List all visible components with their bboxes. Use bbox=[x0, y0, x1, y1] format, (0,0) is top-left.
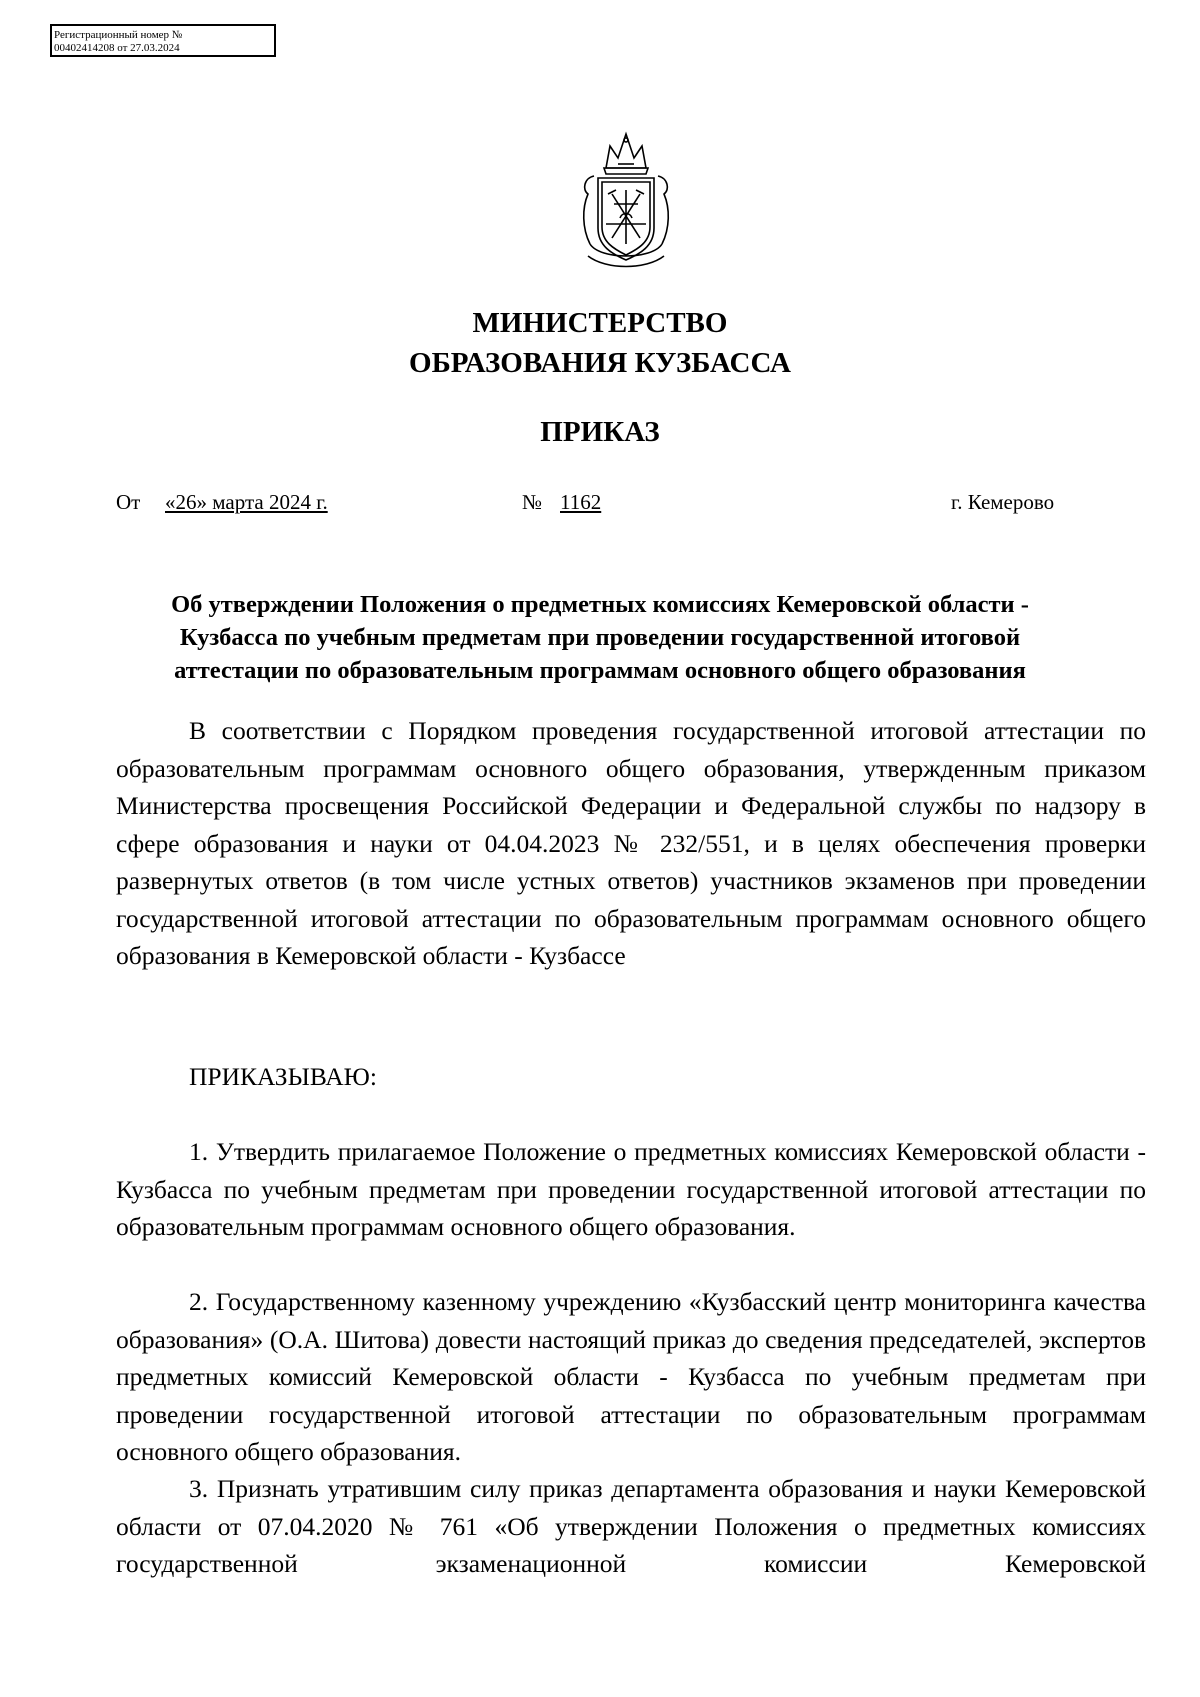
order-item-3: 3. Признать утратившим силу приказ департамента образования и науки Кемеровской области от 07.04.2020 № 761 «Об утверждении Положения о предметных комиссиях государственной экзаменационной комиссии Кемеровской bbox=[116, 1474, 1146, 1578]
order-word: ПРИКАЗЫВАЮ: bbox=[189, 1062, 377, 1091]
from-label: От bbox=[116, 490, 141, 514]
subject-line-3: аттестации по образовательным программам основного общего образования bbox=[174, 657, 1026, 684]
registration-stamp bbox=[50, 24, 276, 57]
preamble-paragraph: В соответствии с Порядком проведения государственной итоговой аттестации по образовательным программам основного общего образования, утвержденным приказом Министерства просвещения Российской Федерации и Федеральной службы по надзору в сфере образования и науки от 04.04.2023 № 232/551, и в целях обеспечения проверки развернутых ответов (в том числе устных ответов) участников экзаменов при проведении государственной итоговой аттестации по образовательным программам основного общего образования в Кемеровской области - Кузбассе bbox=[116, 716, 1146, 970]
order-subject bbox=[100, 588, 1100, 687]
city: г. Кемерово bbox=[951, 490, 1055, 514]
number-label: № bbox=[522, 490, 543, 514]
ministry-line-1: МИНИСТЕРСТВО bbox=[472, 307, 728, 339]
subject-line-2: Кузбасса по учебным предметам при проведении государственной итоговой bbox=[179, 624, 1021, 651]
order-item-1: 1. Утвердить прилагаемое Положение о предметных комиссиях Кемеровской области - Кузбасса по учебным предметам при проведении государственной итоговой аттестации по образовательным программам основного общего образования. bbox=[116, 1137, 1146, 1241]
registration-label: Регистрационный номер № bbox=[54, 29, 183, 41]
document-type: ПРИКАЗ bbox=[540, 416, 660, 448]
ministry-name bbox=[0, 303, 1200, 383]
coat-of-arms-icon bbox=[576, 128, 676, 278]
ministry-line-2: ОБРАЗОВАНИЯ КУЗБАССА bbox=[409, 347, 791, 379]
order-date: «26» марта 2024 г. bbox=[165, 490, 328, 514]
order-item-2: 2. Государственному казенному учреждению «Кузбасский центр мониторинга качества образования» (О.А. Шитова) довести настоящий приказ до сведения председателей, экспертов предметных комиссий Кемеровской области - Кузбасса по учебным предметам при проведении государственной итоговой аттестации по образовательным программам основного общего образования. bbox=[116, 1287, 1146, 1466]
order-number: 1162 bbox=[560, 490, 602, 514]
registration-number: 00402414208 от 27.03.2024 bbox=[54, 42, 180, 54]
subject-line-1: Об утверждении Положения о предметных комиссиях Кемеровской области - bbox=[171, 591, 1029, 618]
